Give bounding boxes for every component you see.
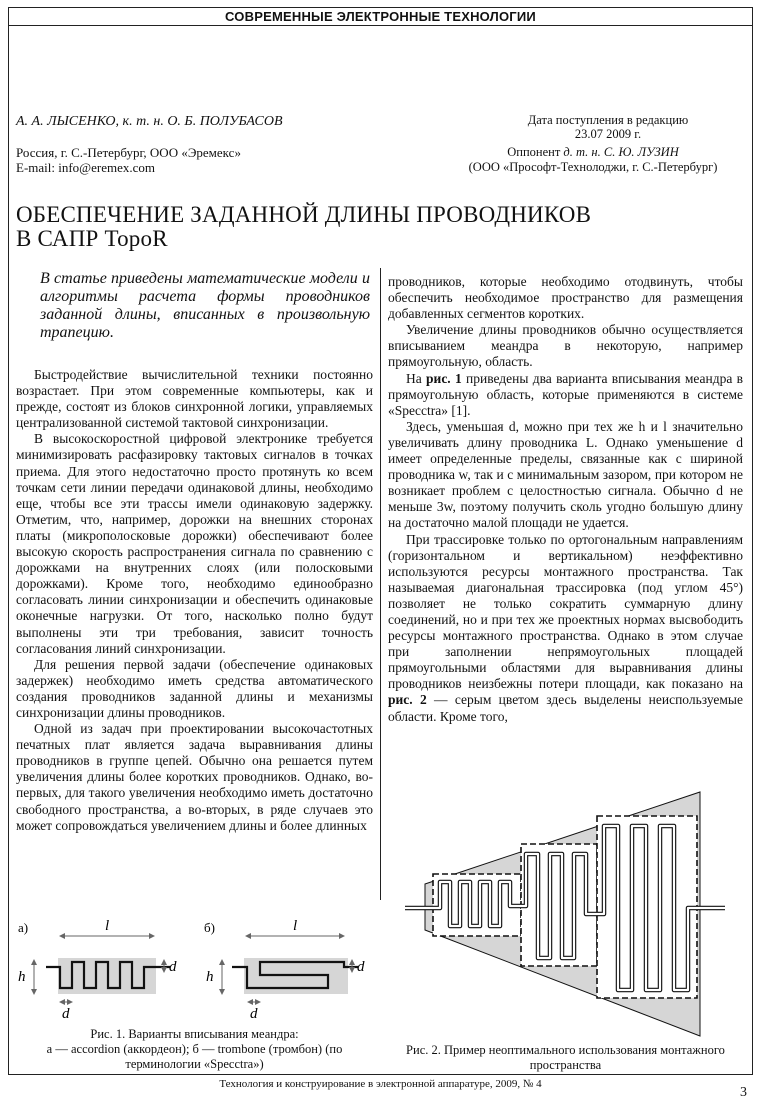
paragraph: Одной из задач при проектировании высокочастотных печатных плат является задача выравнивания длины проводников в группе цепей. Обычно она решается путем увеличения длины более коротких проводников. Однако, во-первых, для такого увеличения необходимо иметь достаточно свободного пространства, а во-вторых, в ряде случаев это может сопровождаться увеличением длины и более длинных: [16, 721, 373, 833]
figure-ref: рис. 1: [426, 370, 462, 386]
fig1-caption-title: Рис. 1. Варианты вписывания меандра:: [90, 1027, 299, 1041]
received-label: Дата поступления в редакцию: [527, 113, 689, 127]
text-run: На: [406, 370, 427, 386]
right-column: [388, 274, 743, 725]
journal-header: СОВРЕМЕННЫЕ ЭЛЕКТРОННЫЕ ТЕХНОЛОГИИ: [8, 7, 753, 26]
received-value: 23.07 2009 г.: [574, 127, 642, 141]
article-title: [16, 203, 716, 251]
page-number: 3: [740, 1085, 747, 1100]
title-line-2: В САПР TopoR: [16, 226, 168, 251]
paragraph: В высокоскоростной цифровой электронике требуется минимизировать расфазировку тактовых сигналов в точках приема. Для этого недостаточно просто протянуть ко всем точкам сети линии передачи одинаковой длины, необходимо еще, чтобы все эти трассы имели одинаковую задержку. Отметим, что, например, дорожки на внешних сторонах платы (микрополосковые дорожки) обеспечивают более высокую скорость распространения сигнала по сравнению с дорожками на внутренних слоях (или полосковыми дорожками). Кроме того, необходимо единообразно согласовать линии синхронизации и обеспечить одинаковые оконечные нагрузки. От того, насколько полно будут выполнены эти три требования, зависит точность согласования линий синхронизации.: [16, 431, 373, 656]
fig1b-d-label-bottom: d: [250, 1006, 258, 1022]
paragraph: проводников, которые необходимо отодвинуть, чтобы обеспечить необходимое пространство для размещения добавленных сегментов коротких.: [388, 274, 743, 322]
fig1b-d-label-right: d: [357, 959, 365, 975]
paragraph: Для решения первой задачи (обеспечение одинаковых задержек) необходимо иметь средства автоматического создания проводников заданной длины и механизмы синхронизации длины проводников.: [16, 656, 373, 720]
figure-1: [14, 914, 374, 1024]
affiliation: [16, 145, 241, 175]
column-divider: [380, 268, 381, 900]
text-run: приведены два варианта вписывания меандра в прямоугольную область, которые применяются в системе «Specctra» [1].: [388, 370, 743, 418]
text-run: При трассировке только по ортогональным направлениям (горизонтальном и вертикальном) неэффективно используются ресурсы монтажного пространства. Так называемая диагональная трассировка (под углом 45°) позволяет не только сократить суммарную длину соединений, но и при тех же проектных нормах высвободить ресурсы монтажного пространства. Однако в этом случае при заполнении непрямоугольных площадей прямоугольными областями для выравнивания длины проводников неизбежны потери площади, как показано на: [388, 531, 743, 692]
figure-2: [400, 774, 740, 1044]
affiliation-line: Россия, г. С.-Петербург, ООО «Эремекс»: [16, 145, 241, 160]
opponent-label: Оппонент: [507, 145, 561, 159]
authors: А. А. ЛЫСЕНКО, к. т. н. О. Б. ПОЛУБАСОВ: [16, 114, 283, 129]
fig1a-d-label-bottom: d: [62, 1006, 70, 1022]
opponent-line: [443, 145, 743, 160]
fig1b-l-label: l: [293, 918, 298, 934]
figure-ref: рис. 2: [388, 692, 427, 708]
opponent-name: д. т. н. С. Ю. ЛУЗИН: [563, 145, 679, 159]
opponent: [443, 145, 743, 175]
fig1-caption: [16, 1027, 373, 1072]
fig1a-d-label-right: d: [169, 959, 177, 975]
title-line-1: ОБЕСПЕЧЕНИЕ ЗАДАННОЙ ДЛИНЫ ПРОВОДНИКОВ: [16, 202, 592, 227]
fig1b-h-label: h: [206, 969, 214, 985]
received-date: [473, 113, 743, 141]
paragraph: [388, 371, 743, 419]
text-run: — серым цветом здесь выделены неиспользуемые области. Кроме того,: [388, 692, 743, 724]
fig1-caption-legend: а — accordion (аккордеон); б — trombone (тромбон) (по терминологии «Specctra»): [46, 1042, 343, 1071]
paragraph: Здесь, уменьшая d, можно при тех же h и l значительно увеличивать длину проводника L. Однако уменьшение d имеет определенные пределы, связанные как с шириной проводника w, так и с минимальным зазором, при котором не возникает проблем с целостностью сигнала. Обычно d не меньше 3w, поэтому получить сколь угодно большую длину на достаточно малой площади не удается.: [388, 418, 743, 531]
fig1a-h-label: h: [18, 969, 26, 985]
paragraph: Быстродействие вычислительной техники постоянно возрастает. При этом современные компьютеры, как и прежде, состоят из блоков синхронной логики, управляемых централизованной системой тактовой синхронизации.: [16, 367, 373, 431]
opponent-org: (ООО «Прософт-Технолоджи, г. С.-Петербург): [468, 160, 718, 174]
paragraph: Увеличение длины проводников обычно осуществляется вписыванием меандра в некоторую, например прямоугольную, область.: [388, 322, 743, 370]
journal-footer: Технология и конструирование в электронной аппаратуре, 2009, № 4: [219, 1078, 542, 1090]
abstract: В статье приведены математические модели и алгоритмы расчета формы проводников заданной длины, вписанных в произвольную трапецию.: [40, 270, 370, 341]
affiliation-email: E-mail: info@eremex.com: [16, 160, 156, 175]
fig2-caption: Рис. 2. Пример неоптимального использования монтажного пространства: [406, 1043, 725, 1072]
paragraph: [388, 532, 743, 725]
fig1-label-b: б): [204, 920, 215, 935]
fig1-label-a: а): [18, 920, 29, 935]
left-column: [16, 367, 373, 834]
fig1a-l-label: l: [105, 918, 110, 934]
